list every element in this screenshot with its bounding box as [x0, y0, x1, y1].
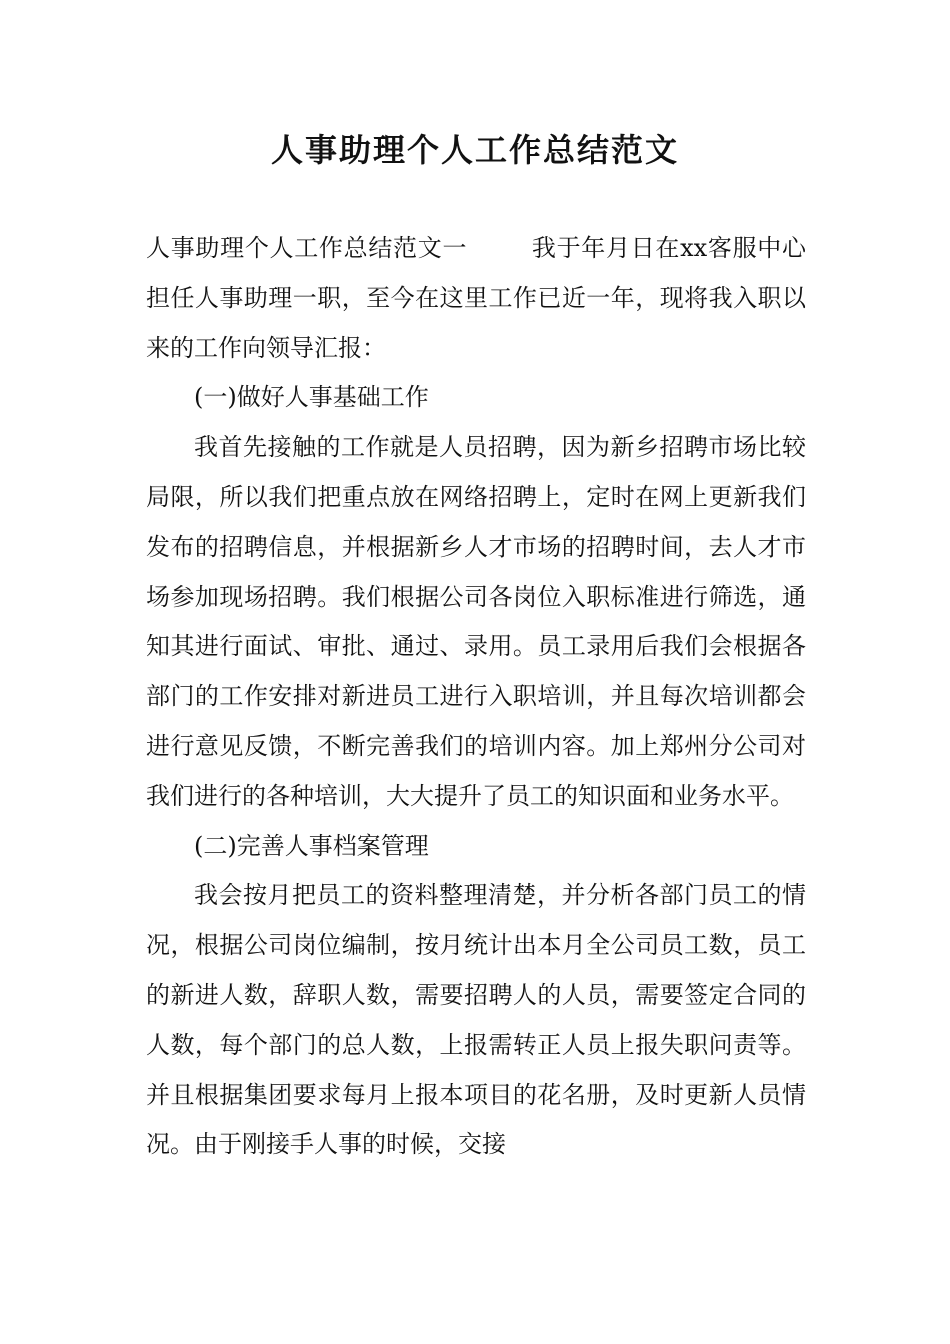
intro-heading: 人事助理个人工作总结范文一 [146, 234, 468, 262]
document-title: 人事助理个人工作总结范文 [270, 131, 679, 169]
section1-heading: (一)做好人事基础工作 [194, 383, 429, 412]
section2-paragraph: 我会按月把员工的资料整理清楚，并分析各部门员工的情况，根据公司岗位编制，按月统计出本月全公司员工数，员工的新进人数，辞职人数，需要招聘人的人员，需要签定合同的人数，每个部门的总人数，上报需转正人员上报失职问责等。并且根据集团要求每月上报本项目的花名册，及时更新人员情况。由于刚接手人事的时候，交接 [146, 881, 806, 1159]
document-body [146, 224, 806, 1170]
section2-heading: (二)完善人事档案管理 [194, 831, 429, 860]
intro-text: 我于年月日在xx客服中心担任人事助理一职，至今在这里工作已近一年，现将我入职以来的工作向领导汇报： [146, 234, 806, 362]
intro-paragraph [146, 224, 806, 373]
section1-paragraph: 我首先接触的工作就是人员招聘，因为新乡招聘市场比较局限，所以我们把重点放在网络招聘上，定时在网上更新我们发布的招聘信息，并根据新乡人才市场的招聘时间，去人才市场参加现场招聘。我们根据公司各岗位入职标准进行筛选，通知其进行面试、审批、通过、录用。员工录用后我们会根据各部门的工作安排对新进员工进行入职培训，并且每次培训都会进行意见反馈，不断完善我们的培训内容。加上郑州分公司对我们进行的各种培训，大大提升了员工的知识面和业务水平。 [146, 433, 806, 810]
